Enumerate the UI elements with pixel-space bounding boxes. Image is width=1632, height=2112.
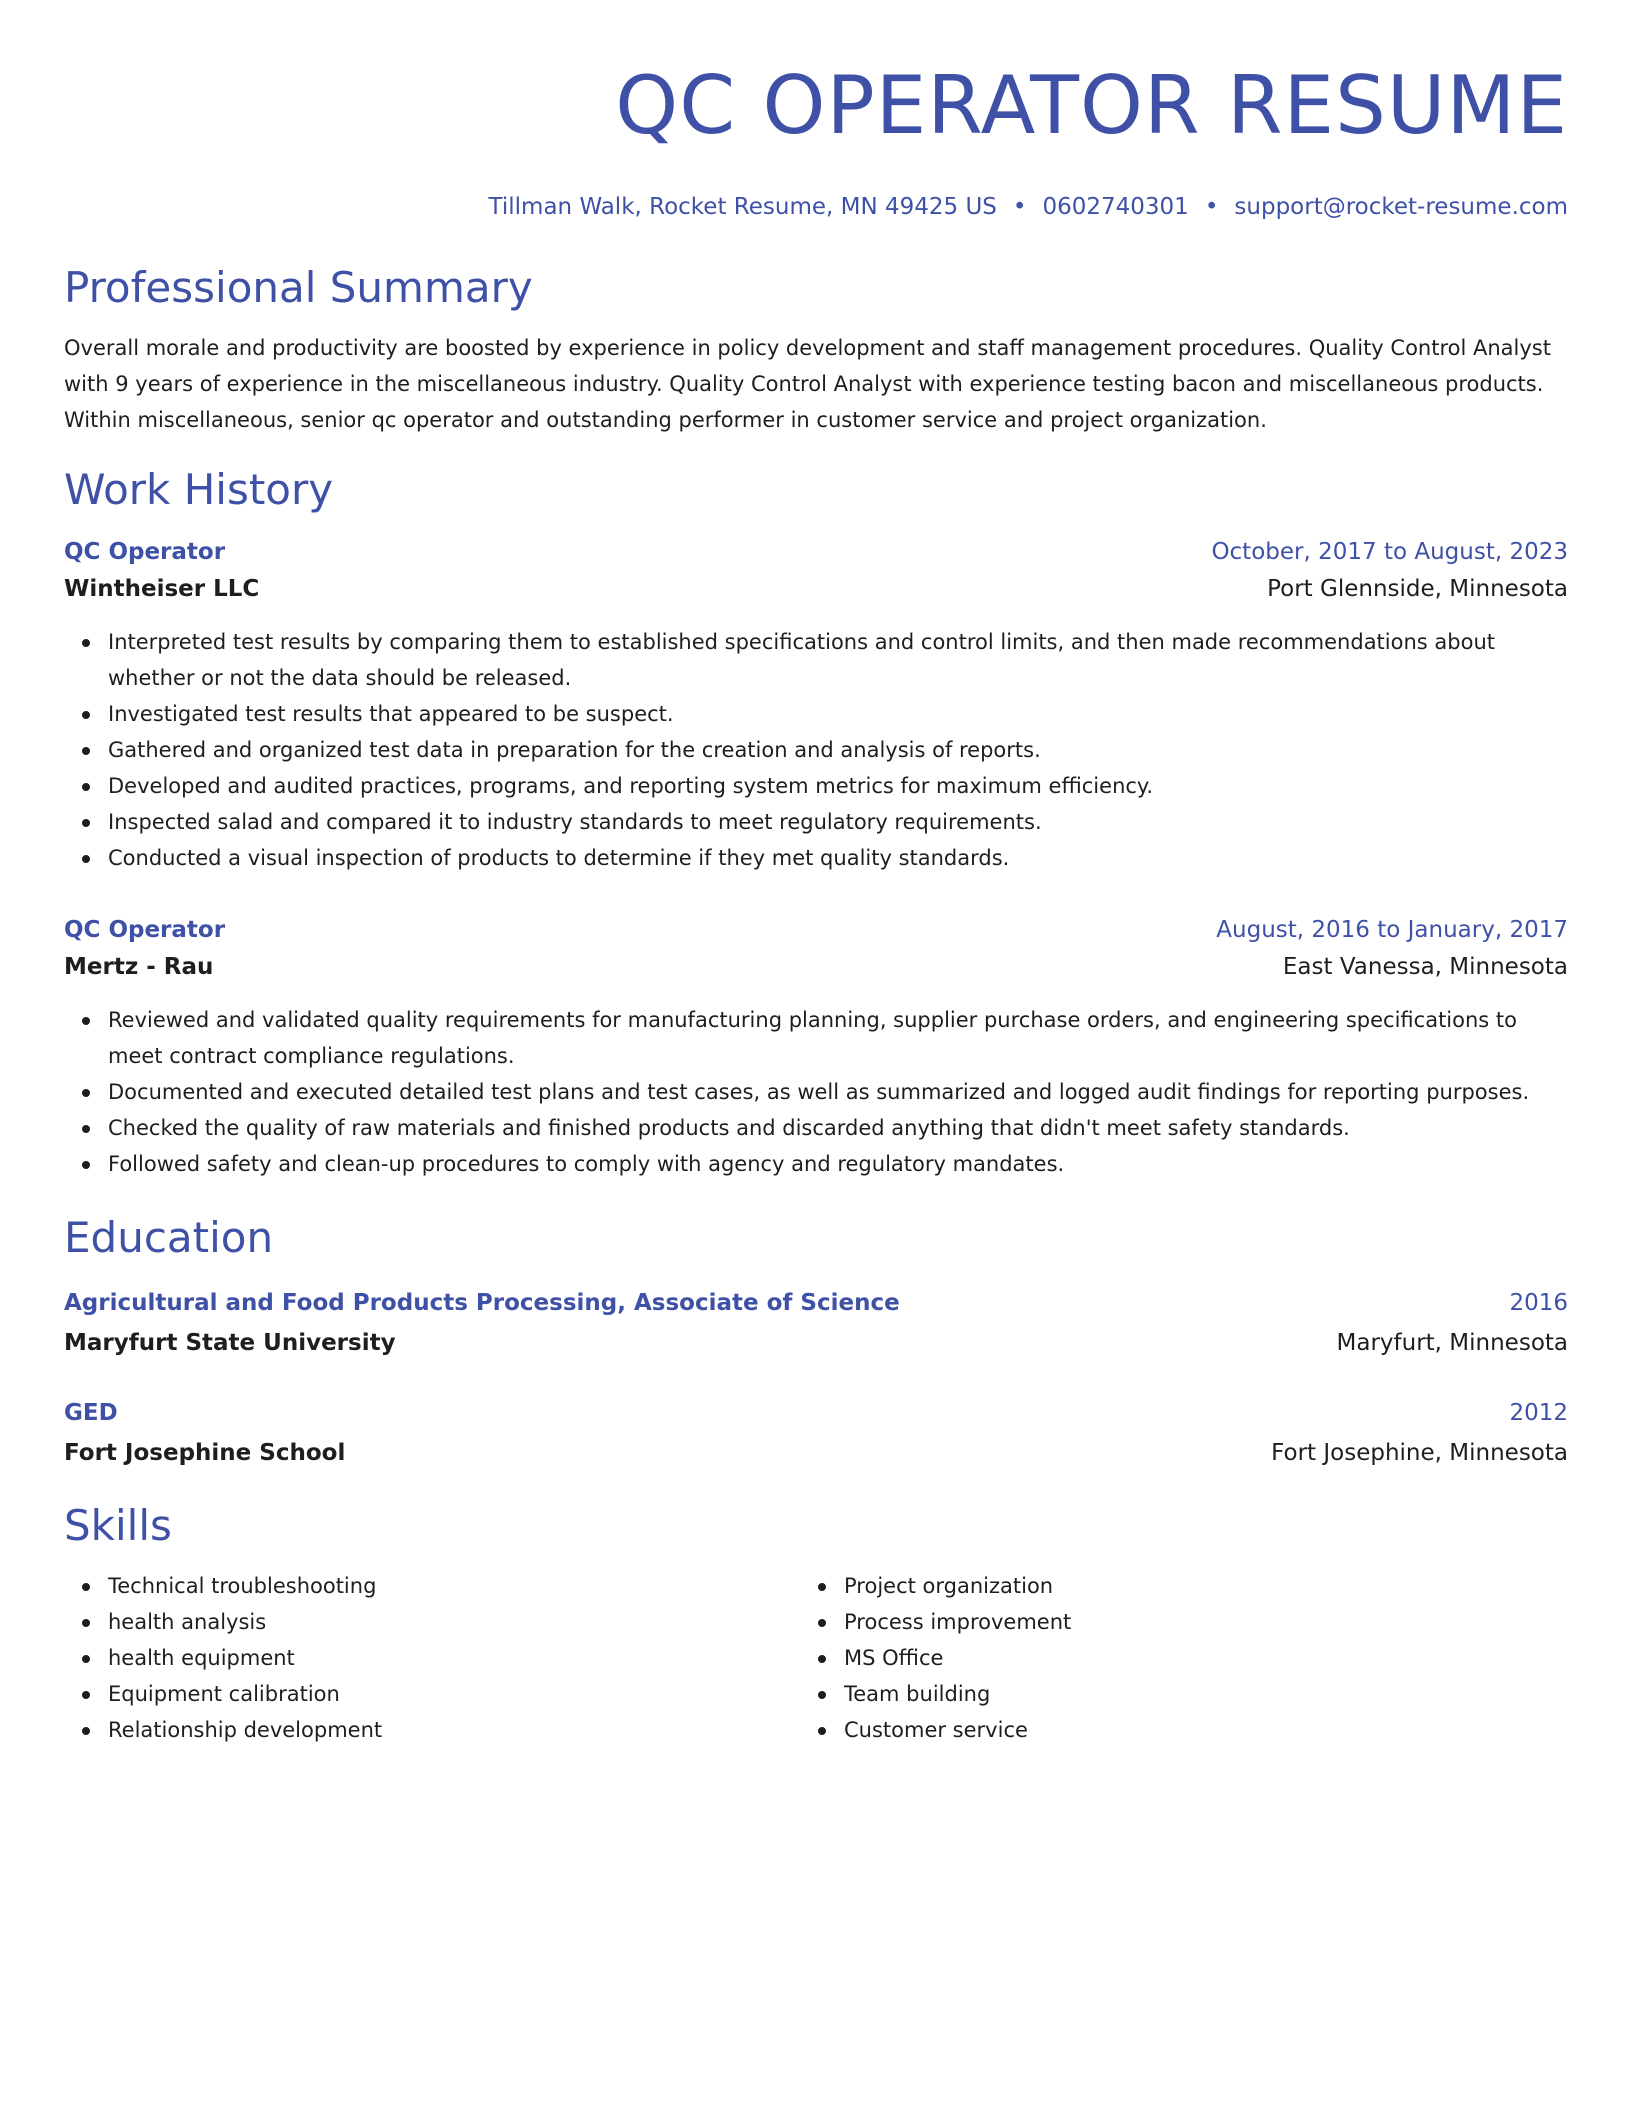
- education-school: Fort Josephine School: [64, 1440, 346, 1466]
- job-bullet: Checked the quality of raw materials and finished products and discarded anything that didn't meet safety standards.: [108, 1110, 1568, 1146]
- job-location: Port Glennside, Minnesota: [1267, 576, 1568, 602]
- skills-heading: Skills: [64, 1501, 172, 1550]
- contact-separator: •: [1204, 194, 1219, 220]
- contact-line: [64, 192, 1568, 222]
- job-bullets: [64, 1002, 1568, 1182]
- skills-grid: [64, 1568, 1568, 1748]
- education-degree: GED: [64, 1400, 118, 1426]
- education-entry: [64, 1394, 1568, 1474]
- job-bullet: Reviewed and validated quality requirements for manufacturing planning, supplier purchase orders, and engineering specifications to meet contract compliance regulations.: [108, 1002, 1568, 1074]
- job-title: QC Operator: [64, 539, 226, 565]
- skill-item: MS Office: [844, 1640, 1536, 1676]
- job-bullet: Followed safety and clean-up procedures to comply with agency and regulatory mandates.: [108, 1146, 1568, 1182]
- summary-heading: Professional Summary: [64, 263, 533, 312]
- job-bullet: Documented and executed detailed test plans and test cases, as well as summarized and logged audit findings for reporting purposes.: [108, 1074, 1568, 1110]
- skills-list-left: [64, 1568, 800, 1748]
- job-bullet: Interpreted test results by comparing them to established specifications and control limits, and then made recommendations about whether or not the data should be released.: [108, 624, 1568, 696]
- skill-item: Process improvement: [844, 1604, 1536, 1640]
- education-year: 2016: [1509, 1290, 1568, 1316]
- skill-item: Team building: [844, 1676, 1536, 1712]
- resume-title: QC OPERATOR RESUME: [615, 59, 1568, 152]
- skill-item: Technical troubleshooting: [108, 1568, 800, 1604]
- job-company: Wintheiser LLC: [64, 576, 260, 602]
- job-bullet: Conducted a visual inspection of products to determine if they met quality standards.: [108, 840, 1568, 876]
- work-history-heading: Work History: [64, 465, 334, 514]
- education-location: Fort Josephine, Minnesota: [1271, 1440, 1568, 1466]
- contact-phone: 0602740301: [1042, 194, 1189, 220]
- job-bullet: Inspected salad and compared it to industry standards to meet regulatory requirements.: [108, 804, 1568, 840]
- contact-separator: •: [1012, 194, 1027, 220]
- job-dates: August, 2016 to January, 2017: [1216, 917, 1568, 943]
- contact-email: support@rocket-resume.com: [1234, 194, 1568, 220]
- job-entry: [64, 534, 1568, 876]
- education-school: Maryfurt State University: [64, 1330, 396, 1356]
- education-location: Maryfurt, Minnesota: [1336, 1330, 1568, 1356]
- job-bullet: Developed and audited practices, programs, and reporting system metrics for maximum efficiency.: [108, 768, 1568, 804]
- contact-address: Tillman Walk, Rocket Resume, MN 49425 US: [488, 194, 997, 220]
- job-title: QC Operator: [64, 917, 226, 943]
- job-bullet: Investigated test results that appeared to be suspect.: [108, 696, 1568, 732]
- job-bullets: [64, 624, 1568, 876]
- education-heading: Education: [64, 1213, 274, 1262]
- education-degree: Agricultural and Food Products Processing, Associate of Science: [64, 1290, 900, 1316]
- job-location: East Vanessa, Minnesota: [1282, 954, 1568, 980]
- skill-item: Equipment calibration: [108, 1676, 800, 1712]
- education-entry: [64, 1284, 1568, 1364]
- job-entry: [64, 912, 1568, 1182]
- skill-item: Relationship development: [108, 1712, 800, 1748]
- job-company: Mertz - Rau: [64, 954, 214, 980]
- education-year: 2012: [1509, 1400, 1568, 1426]
- skill-item: Project organization: [844, 1568, 1536, 1604]
- skill-item: health analysis: [108, 1604, 800, 1640]
- skills-list-right: [800, 1568, 1536, 1748]
- job-bullet: Gathered and organized test data in preparation for the creation and analysis of reports.: [108, 732, 1568, 768]
- skill-item: Customer service: [844, 1712, 1536, 1748]
- summary-text: Overall morale and productivity are boosted by experience in policy development and staff management procedures. Quality Control Analyst with 9 years of experience in the miscellaneous industry. Quality Control Analyst with experience testing bacon and miscellaneous products. Within miscellaneous, senior qc operator and outstanding performer in customer service and project organization.: [64, 336, 1551, 432]
- skill-item: health equipment: [108, 1640, 800, 1676]
- job-dates: October, 2017 to August, 2023: [1211, 539, 1568, 565]
